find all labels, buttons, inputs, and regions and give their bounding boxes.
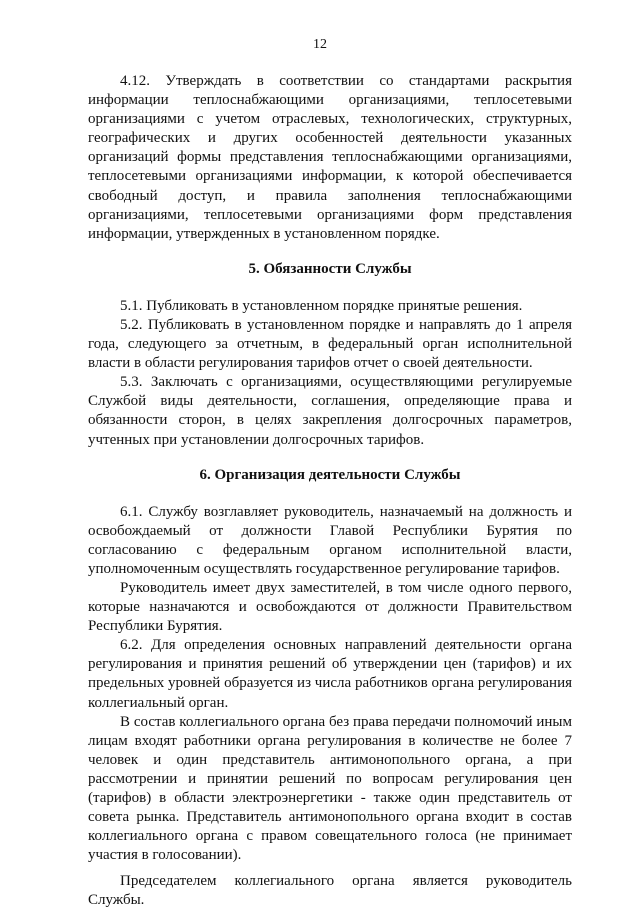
- paragraph-5-2: 5.2. Публиковать в установленном порядке и направлять до 1 апреля года, следующего за отчетным, в федеральный орган исполнительной власти в области регулирования тарифов отчет о своей деятельности.: [88, 316, 572, 372]
- paragraph-collegial-composition: В состав коллегиального органа без права передачи полномочий иным лицам входят работники органа регулирования в количестве не более 7 человек и один представитель антимонопольного органа, а при рассмотрении и принятии решений по вопросам регулирования цен (тарифов) в области электроэнергетики - также один представитель от совета рынка. Представитель антимонопольного органа входит в состав коллегиального органа с правом совещательного голоса (не принимает участия в голосовании).: [88, 713, 572, 864]
- paragraph-5-1: 5.1. Публиковать в установленном порядке принятые решения.: [120, 297, 523, 314]
- page-number: 12: [313, 37, 327, 52]
- paragraph-4-12: 4.12. Утверждать в соответствии со стандартами раскрытия информации теплоснабжающими организациями, теплосетевыми организациями с учетом отраслевых, технологических, структурных, географических и других особенностей деятельности указанных организаций формы представления теплоснабжающими организациями, теплосетевыми организациями информации, к которой обеспечивается свободный доступ, и правила заполнения теплоснабжающими организациями, теплосетевыми организациями форм представления информации, утвержденных в установленном порядке.: [88, 73, 572, 242]
- section-heading-5: 5. Обязанности Службы: [248, 260, 412, 277]
- paragraph-5-3: 5.3. Заключать с организациями, осуществляющими регулируемые Службой виды деятельности, соглашения, определяющие права и обязанности сторон, в целях закрепления долгосрочных параметров, учтенных при установлении долгосрочных тарифов.: [88, 374, 572, 448]
- paragraph-deputies: Руководитель имеет двух заместителей, в том числе одного первого, которые назначаются и освобождаются от должности Правительством Республики Бурятия.: [88, 579, 572, 635]
- paragraph-6-2: 6.2. Для определения основных направлений деятельности органа регулирования и принятия решений об утверждении цен (тарифов) и их предельных уровней образуется из числа работников органа регулирования коллегиальный орган.: [88, 637, 572, 711]
- document-body: [88, 72, 572, 911]
- paragraph-chairman: Председателем коллегиального органа является руководитель Службы.: [88, 873, 572, 909]
- section-heading-6: 6. Организация деятельности Службы: [199, 466, 461, 483]
- paragraph-6-1: 6.1. Службу возглавляет руководитель, назначаемый на должность и освобождаемый от должности Главой Республики Бурятия по согласованию с федеральным органом исполнительной власти, уполномоченным осуществлять государственное регулирование тарифов.: [88, 503, 572, 577]
